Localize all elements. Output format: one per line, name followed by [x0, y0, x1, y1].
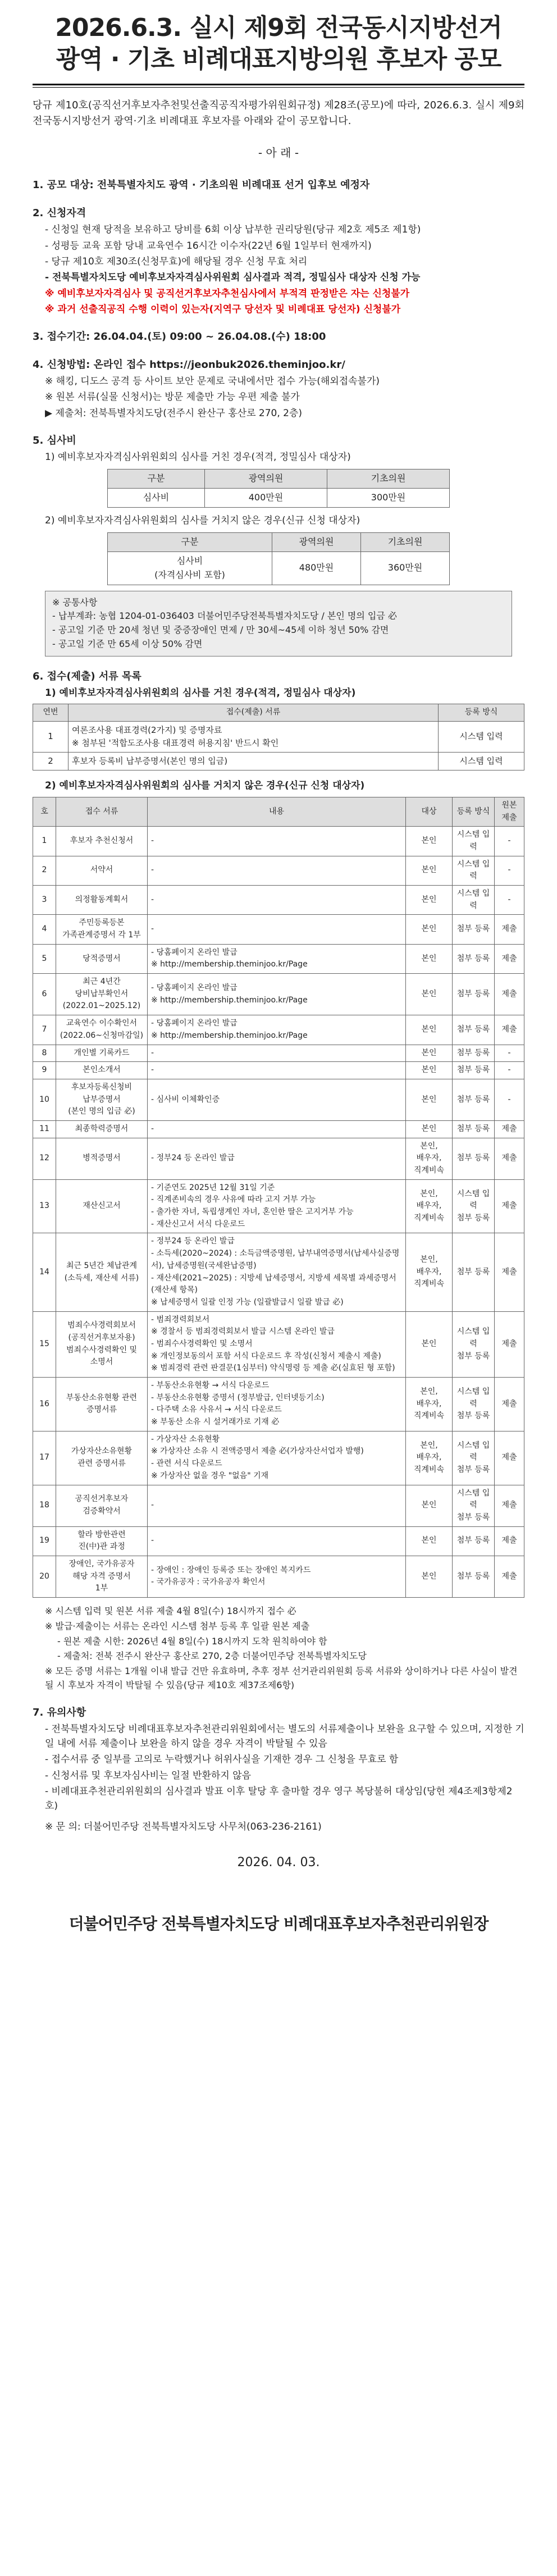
- doc2-cell: - 당홈페이지 온라인 발급 ※ http://membership.theminjoo.kr/Page: [148, 944, 406, 973]
- s6-note-3: - 원본 제출 시한: 2026년 4월 8일(수) 18시까지 도착 원칙하여야 함: [57, 1635, 327, 1647]
- doc2-cell: 9: [33, 1062, 56, 1079]
- s7-contact: ※ 문 의: 더불어민주당 전북특별자치도당 사무처(063-236-2161): [45, 1821, 322, 1832]
- doc1-r2-c0: 2: [33, 753, 69, 770]
- doc1-header-0: 연번: [33, 704, 69, 722]
- fee-box-line-1: ※ 공통사항: [52, 596, 98, 608]
- s6-sub-2: 2) 예비후보자자격심사위원회의 심사를 거치지 않은 경우(신규 신청 대상자): [45, 780, 365, 792]
- doc2-cell: 후보자 추천신청서: [56, 827, 148, 856]
- table-row: [33, 1079, 524, 1120]
- title-rule: [33, 84, 524, 85]
- doc2-cell: - 당홈페이지 온라인 발급 ※ http://membership.theminjoo.kr/Page: [148, 974, 406, 1015]
- s6-note-4: - 제출처: 전북 전주시 완산구 홍산로 270, 2층 더불어민주당 전북특별자치도당: [57, 1651, 367, 1662]
- doc2-cell: 첨부 등록: [453, 915, 495, 944]
- table-row: [33, 1120, 524, 1138]
- doc2-cell: 의정활동계획서: [56, 885, 148, 914]
- doc1-r1-c1: 여론조사용 대표경력(2가지) 및 증명자료 ※ 첨부된 '적합도조사용 대표경력 허용지침' 반드시 확인: [69, 721, 439, 753]
- fee1-cell-0: 심사비: [108, 489, 205, 508]
- doc2-cell: 할라 방한관련 진(中)관 과정: [56, 1526, 148, 1556]
- doc2-cell: 제출: [495, 1431, 524, 1485]
- s6-note-2: ※ 발급·제출이는 서류는 온라인 시스템 첨부 등록 후 일괄 원본 제출: [45, 1620, 310, 1631]
- fee-box-line-2: - 납부계좌: 농협 1204-01-036403 더불어민주당전북특별자치도당 / 본인 명의 입금 必: [52, 610, 397, 622]
- s2-item-6: ※ 과거 선출직공직 수행 이력이 있는자(지역구 당선자 및 비례대표 당선자) 신청불가: [45, 303, 401, 315]
- s6-note-5: ※ 모든 증명 서류는 1개월 이내 발급 건만 유효하며, 추후 정부 선거관리위원회 등록 서류와 상이하거나 다른 사실이 발견될 시 후보자 자격이 박탈될 수 있음(당규 제10호 제37조제6항): [45, 1666, 518, 1690]
- doc2-cell: -: [148, 1485, 406, 1526]
- table-row: [33, 1179, 524, 1233]
- s4-item-1: ※ 해킹, 디도스 공격 등 사이트 보안 문제로 국내에서만 접수 가능(해외접속불가): [45, 376, 380, 387]
- doc2-cell: 재산신고서: [56, 1179, 148, 1233]
- s5-sub-2: 2) 예비후보자자격심사위원회의 심사를 거치지 않은 경우(신규 신청 대상자): [45, 514, 360, 526]
- doc2-cell: 17: [33, 1431, 56, 1485]
- doc2-cell: 후보자등록신청비 납부증명서 (본인 명의 입금 必): [56, 1079, 148, 1120]
- fee-table-1: [107, 469, 450, 508]
- doc2-cell: 8: [33, 1045, 56, 1062]
- title-line-2: 광역 · 기초 비례대표지방의원 후보자 공모: [56, 45, 501, 74]
- doc2-header-5: 원본 제출: [495, 797, 524, 826]
- section-3: 3. 접수기간: 26.04.04.(토) 09:00 ~ 26.04.08.(수) 18:00: [33, 331, 326, 343]
- doc2-cell: 제출: [495, 1311, 524, 1377]
- doc2-cell: 첨부 등록: [453, 1120, 495, 1138]
- doc1-r1-c0: 1: [33, 721, 69, 753]
- doc2-cell: -: [148, 856, 406, 885]
- doc2-cell: 주민등록등본 가족관계증명서 각 1부: [56, 915, 148, 944]
- notice-date: 2026. 04. 03.: [237, 1855, 320, 1870]
- doc2-cell: 본인: [406, 944, 453, 973]
- doc2-cell: 본인: [406, 1062, 453, 1079]
- title-rule-thin: [33, 87, 524, 88]
- doc2-cell: 본인: [406, 1079, 453, 1120]
- fee1-cell-2: 300만원: [327, 489, 449, 508]
- table-row: [33, 974, 524, 1015]
- fee2-cell-2: 360만원: [360, 552, 449, 585]
- doc2-header-2: 내용: [148, 797, 406, 826]
- doc2-cell: 본인, 배우자, 직계비속: [406, 1138, 453, 1179]
- doc2-header-0: 호: [33, 797, 56, 826]
- doc2-cell: 범죄수사경력회보서 (공직선거후보자용) 범죄수사경력확인 및 소명서: [56, 1311, 148, 1377]
- s6-note-1: ※ 시스템 입력 및 원본 서류 제출 4월 8일(수) 18시까지 접수 必: [45, 1606, 296, 1617]
- doc2-cell: 시스템 입력 첨부 등록: [453, 1378, 495, 1431]
- table-row: [33, 827, 524, 856]
- doc2-cell: 본인: [406, 1045, 453, 1062]
- fee2-cell-0: 심사비 (자격심사비 포함): [108, 552, 272, 585]
- doc2-cell: 공직선거후보자 검증확약서: [56, 1485, 148, 1526]
- doc2-cell: 14: [33, 1233, 56, 1311]
- below-heading: - 아 래 -: [258, 146, 299, 160]
- fee2-cell-1: 480만원: [272, 552, 361, 585]
- doc2-cell: 부동산소유현황 관련 증명서류: [56, 1378, 148, 1431]
- doc-table-2: [33, 797, 524, 1598]
- doc2-cell: 서약서: [56, 856, 148, 885]
- fee-box-line-4: - 공고일 기준 만 65세 이상 50% 감면: [52, 639, 203, 650]
- doc2-cell: 교육연수 이수확인서 (2022.06~신청마감일): [56, 1015, 148, 1045]
- doc1-r2-c2: 시스템 입력: [439, 753, 524, 770]
- doc2-cell: 13: [33, 1179, 56, 1233]
- doc2-cell: - 부동산소유현황 → 서식 다운로드 - 부동산소유현황 증명서 (정부발급, 인터넷등기소) - 다주택 소유 사유서 → 서식 다운로드 ※ 부동산 소유 시 설거래가로 기재 必: [148, 1378, 406, 1431]
- doc2-cell: -: [148, 1526, 406, 1556]
- doc2-cell: 본인소개서: [56, 1062, 148, 1079]
- fee2-header-2: 기초의원: [360, 533, 449, 552]
- doc2-cell: -: [495, 1062, 524, 1079]
- intro-paragraph: 당규 제10호(공직선거후보자추천및선출직공직자평가위원회규정) 제28조(공모)에 따라, 2026.6.3. 실시 제9회 전국동시지방선거 광역·기초 비례대표 후보자를 아래와 같이 공모합니다.: [33, 99, 524, 127]
- table-row: [33, 1015, 524, 1045]
- doc2-cell: 본인, 배우자, 직계비속: [406, 1378, 453, 1431]
- table-row: [33, 1062, 524, 1079]
- doc2-cell: 최종학력증명서: [56, 1120, 148, 1138]
- doc2-cell: 제출: [495, 915, 524, 944]
- doc2-cell: -: [148, 827, 406, 856]
- doc2-header-3: 대상: [406, 797, 453, 826]
- doc2-cell: -: [148, 1045, 406, 1062]
- s7-item-4: - 비례대표추천관리위원회의 심사결과 발표 이후 탈당 후 출마할 경우 영구 복당불허 대상임(당헌 제4조제3항제2호): [45, 1786, 513, 1812]
- table-row: [33, 1311, 524, 1377]
- s2-item-4: - 전북특별자치도당 예비후보자자격심사위원회 심사결과 적격, 정밀심사 대상자 신청 가능: [45, 272, 421, 284]
- table-row: [33, 856, 524, 885]
- fee-common-box: [45, 591, 512, 656]
- title-line-1: 2026.6.3. 실시 제9회 전국동시지방선거: [55, 13, 502, 42]
- doc2-cell: 시스템 입력: [453, 885, 495, 914]
- doc1-header-2: 등록 방식: [439, 704, 524, 722]
- doc2-cell: - 범죄경력회보서 ※ 경찰서 등 범죄경력회보서 발급 시스템 온라인 발급 - 범죄수사경력확인 및 소명서 ※ 개인정보동의서 포함 서식 다운로드 후 작성(신청서 제출시 제출) ※ 범죄경력 관련 판결문(1심부터) 약식명령 등 제출 必(실효된 형 포함): [148, 1311, 406, 1377]
- doc2-cell: - 정부24 등 온라인 발급 - 소득세(2020~2024) : 소득금액증명원, 납부내역증명서(납세사실증명서), 납세증명원(국세완납증명) - 재산세(2021~2025) : 지방세 납세증명서, 지방세 세목별 과세증명서(재산세 항목) ※ 납세증명서 일괄 인정 가능 (일괄발급시 일괄 발급 必): [148, 1233, 406, 1311]
- doc2-cell: 시스템 입력 첨부 등록: [453, 1179, 495, 1233]
- doc2-cell: 시스템 입력: [453, 827, 495, 856]
- doc2-cell: 본인, 배우자, 직계비속: [406, 1233, 453, 1311]
- table-row: [33, 1045, 524, 1062]
- doc2-cell: 제출: [495, 1015, 524, 1045]
- doc2-cell: -: [495, 885, 524, 914]
- fee2-header-0: 구분: [108, 533, 272, 552]
- doc2-cell: 본인: [406, 1526, 453, 1556]
- section-6: 6. 접수(제출) 서류 목록: [33, 670, 141, 682]
- doc2-cell: 본인, 배우자, 직계비속: [406, 1179, 453, 1233]
- doc2-cell: 15: [33, 1311, 56, 1377]
- doc2-cell: 본인: [406, 1120, 453, 1138]
- s4-item-3: ▶ 제출처: 전북특별자치도당(전주시 완산구 홍산로 270, 2층): [45, 407, 303, 419]
- doc2-cell: 시스템 입력 첨부 등록: [453, 1431, 495, 1485]
- doc2-cell: 6: [33, 974, 56, 1015]
- doc2-cell: 3: [33, 885, 56, 914]
- doc2-cell: 제출: [495, 1485, 524, 1526]
- doc2-cell: 첨부 등록: [453, 1138, 495, 1179]
- doc2-cell: 제출: [495, 1556, 524, 1597]
- doc2-cell: 본인: [406, 1311, 453, 1377]
- doc2-cell: 첨부 등록: [453, 1233, 495, 1311]
- section-5: 5. 심사비: [33, 435, 76, 447]
- doc2-cell: 제출: [495, 1233, 524, 1311]
- table-row: [33, 1485, 524, 1526]
- doc2-cell: 첨부 등록: [453, 1062, 495, 1079]
- s5-sub-1: 1) 예비후보자자격심사위원회의 심사를 거친 경우(적격, 정밀심사 대상자): [45, 451, 351, 463]
- doc2-cell: 본인: [406, 856, 453, 885]
- doc2-cell: - 당홈페이지 온라인 발급 ※ http://membership.theminjoo.kr/Page: [148, 1015, 406, 1045]
- doc2-cell: 2: [33, 856, 56, 885]
- section-7: 7. 유의사항: [33, 1706, 86, 1718]
- fee1-header-1: 광역의원: [204, 469, 327, 489]
- doc2-cell: -: [495, 827, 524, 856]
- doc2-cell: 첨부 등록: [453, 1526, 495, 1556]
- section-4: 4. 신청방법: 온라인 접수 https://jeonbuk2026.theminjoo.kr/: [33, 359, 345, 371]
- doc2-cell: 본인: [406, 1485, 453, 1526]
- doc2-cell: 첨부 등록: [453, 974, 495, 1015]
- s6-sub-1: 1) 예비후보자자격심사위원회의 심사를 거친 경우(적격, 정밀심사 대상자): [45, 687, 356, 699]
- doc2-cell: -: [148, 915, 406, 944]
- doc2-cell: 본인: [406, 915, 453, 944]
- doc2-cell: 11: [33, 1120, 56, 1138]
- doc2-cell: 18: [33, 1485, 56, 1526]
- doc2-cell: 20: [33, 1556, 56, 1597]
- doc2-cell: 첨부 등록: [453, 944, 495, 973]
- doc2-cell: 제출: [495, 974, 524, 1015]
- doc2-cell: 시스템 입력: [453, 856, 495, 885]
- doc2-cell: 시스템 입력 첨부 등록: [453, 1485, 495, 1526]
- doc2-cell: 제출: [495, 944, 524, 973]
- doc2-cell: 첨부 등록: [453, 1556, 495, 1597]
- s2-item-3: - 당규 제10호 제30조(신청무효)에 해당될 경우 신청 무효 처리: [45, 256, 308, 267]
- doc2-cell: 개인별 기록카드: [56, 1045, 148, 1062]
- doc2-cell: 제출: [495, 1120, 524, 1138]
- fee2-header-1: 광역의원: [272, 533, 361, 552]
- s2-item-2: - 성평등 교육 포함 당내 교육연수 16시간 이수자(22년 6월 1일부터 현재까지): [45, 240, 372, 252]
- doc2-cell: 본인: [406, 1556, 453, 1597]
- fee1-header-2: 기초의원: [327, 469, 449, 489]
- doc2-cell: -: [148, 885, 406, 914]
- doc2-cell: 장애인, 국가유공자 해당 자격 증명서 1부: [56, 1556, 148, 1597]
- doc2-cell: 제출: [495, 1138, 524, 1179]
- doc2-cell: 7: [33, 1015, 56, 1045]
- doc2-cell: - 가상자산 소유현황 ※ 가상자산 소유 시 전액증명서 제출 必(가상자산서업자 발행) - 관련 서식 다운로드 ※ 가상자산 없을 경우 "없음" 기재: [148, 1431, 406, 1485]
- table-row: [33, 1431, 524, 1485]
- table-row: [33, 915, 524, 944]
- doc1-header-1: 접수(제출) 서류: [69, 704, 439, 722]
- issuing-organization: 더불어민주당 전북특별자치도당 비례대표후보자추천관리위원장: [69, 1914, 488, 1934]
- doc2-cell: 본인: [406, 974, 453, 1015]
- doc2-cell: 본인, 배우자, 직계비속: [406, 1431, 453, 1485]
- doc2-cell: - 장애인 : 장애인 등록증 또는 장애인 복지카드 - 국가유공자 : 국가유공자 확인서: [148, 1556, 406, 1597]
- fee1-cell-1: 400만원: [204, 489, 327, 508]
- doc2-header-4: 등록 방식: [453, 797, 495, 826]
- doc2-cell: -: [495, 856, 524, 885]
- doc2-cell: - 정부24 등 온라인 발급: [148, 1138, 406, 1179]
- table-row: [33, 1556, 524, 1597]
- doc2-cell: -: [495, 1045, 524, 1062]
- doc2-cell: 당적증명서: [56, 944, 148, 973]
- doc1-r2-c1: 후보자 등록비 납부증명서(본인 명의 입금): [69, 753, 439, 770]
- doc2-cell: 최근 5년간 체납관계 (소득세, 재산세 서류): [56, 1233, 148, 1311]
- doc2-cell: 4: [33, 915, 56, 944]
- doc2-cell: - 심사비 이체확인증: [148, 1079, 406, 1120]
- doc2-cell: 본인: [406, 827, 453, 856]
- section-1: 1. 공모 대상: 전북특별자치도 광역 · 기초의원 비례대표 선거 입후보 예정자: [33, 179, 370, 192]
- doc2-cell: 첨부 등록: [453, 1015, 495, 1045]
- table-row: [33, 885, 524, 914]
- doc2-cell: 제출: [495, 1378, 524, 1431]
- doc2-cell: 1: [33, 827, 56, 856]
- doc2-cell: 시스템 입력 첨부 등록: [453, 1311, 495, 1377]
- doc2-cell: -: [148, 1062, 406, 1079]
- s2-item-1: - 신청일 현재 당적을 보유하고 당비를 6회 이상 납부한 권리당원(당규 제2호 제5조 제1항): [45, 224, 421, 236]
- doc2-cell: 19: [33, 1526, 56, 1556]
- doc2-cell: 제출: [495, 1179, 524, 1233]
- doc2-header-1: 접수 서류: [56, 797, 148, 826]
- doc2-cell: 제출: [495, 1526, 524, 1556]
- doc-table-1: [33, 704, 524, 770]
- doc2-cell: -: [495, 1079, 524, 1120]
- doc2-cell: 병적증명서: [56, 1138, 148, 1179]
- doc2-cell: 본인: [406, 885, 453, 914]
- fee-table-2: [107, 532, 450, 585]
- doc2-cell: 16: [33, 1378, 56, 1431]
- doc2-cell: 최근 4년간 당비납부확인서 (2022.01~2025.12): [56, 974, 148, 1015]
- doc2-cell: 가상자산소유현황 관련 증명서류: [56, 1431, 148, 1485]
- s2-item-5: ※ 예비후보자자격심사 및 공직선거후보자추천심사에서 부적격 판정받은 자는 신청불가: [45, 288, 410, 299]
- table-row: [33, 1138, 524, 1179]
- doc2-cell: 10: [33, 1079, 56, 1120]
- doc2-cell: 12: [33, 1138, 56, 1179]
- table-row: [33, 944, 524, 973]
- s4-item-2: ※ 원본 서류(실물 신청서)는 방문 제출만 가능 우편 제출 불가: [45, 391, 300, 403]
- s7-item-1: - 전북특별자치도당 비례대표후보자추천관리위원회에서는 별도의 서류제출이나 보완을 요구할 수 있으며, 지정한 기일 내에 서류 제출이나 보완을 하지 않을 경우 자격이 박탈될 수 있음: [45, 1723, 524, 1750]
- doc2-body: [33, 827, 524, 1598]
- table-row: [33, 1233, 524, 1311]
- doc2-cell: 5: [33, 944, 56, 973]
- doc1-r1-c2: 시스템 입력: [439, 721, 524, 753]
- doc2-cell: 첨부 등록: [453, 1045, 495, 1062]
- s7-item-2: - 접수서류 중 일부를 고의로 누락했거나 허위사실을 기재한 경우 그 신청을 무효로 함: [45, 1754, 399, 1766]
- table-row: [33, 1378, 524, 1431]
- table-row: [33, 1526, 524, 1556]
- doc2-cell: - 기준연도 2025년 12월 31일 기준 - 직계존비속의 경우 사유에 따라 고지 거부 가능 - 출가한 자녀, 독립생계인 자녀, 혼인한 딸은 고지거부 가능 - 재산신고서 서식 다운로드: [148, 1179, 406, 1233]
- s7-item-3: - 신청서류 및 후보자심사비는 일절 반환하지 않음: [45, 1770, 251, 1781]
- doc2-cell: 본인: [406, 1015, 453, 1045]
- doc2-cell: -: [148, 1120, 406, 1138]
- fee1-header-0: 구분: [108, 469, 205, 489]
- fee-box-line-3: - 공고일 기준 만 20세 청년 및 중증장애인 면제 / 만 30세~45세 이하 청년 50% 감면: [52, 624, 389, 636]
- doc2-cell: 첨부 등록: [453, 1079, 495, 1120]
- section-2: 2. 신청자격: [33, 207, 86, 220]
